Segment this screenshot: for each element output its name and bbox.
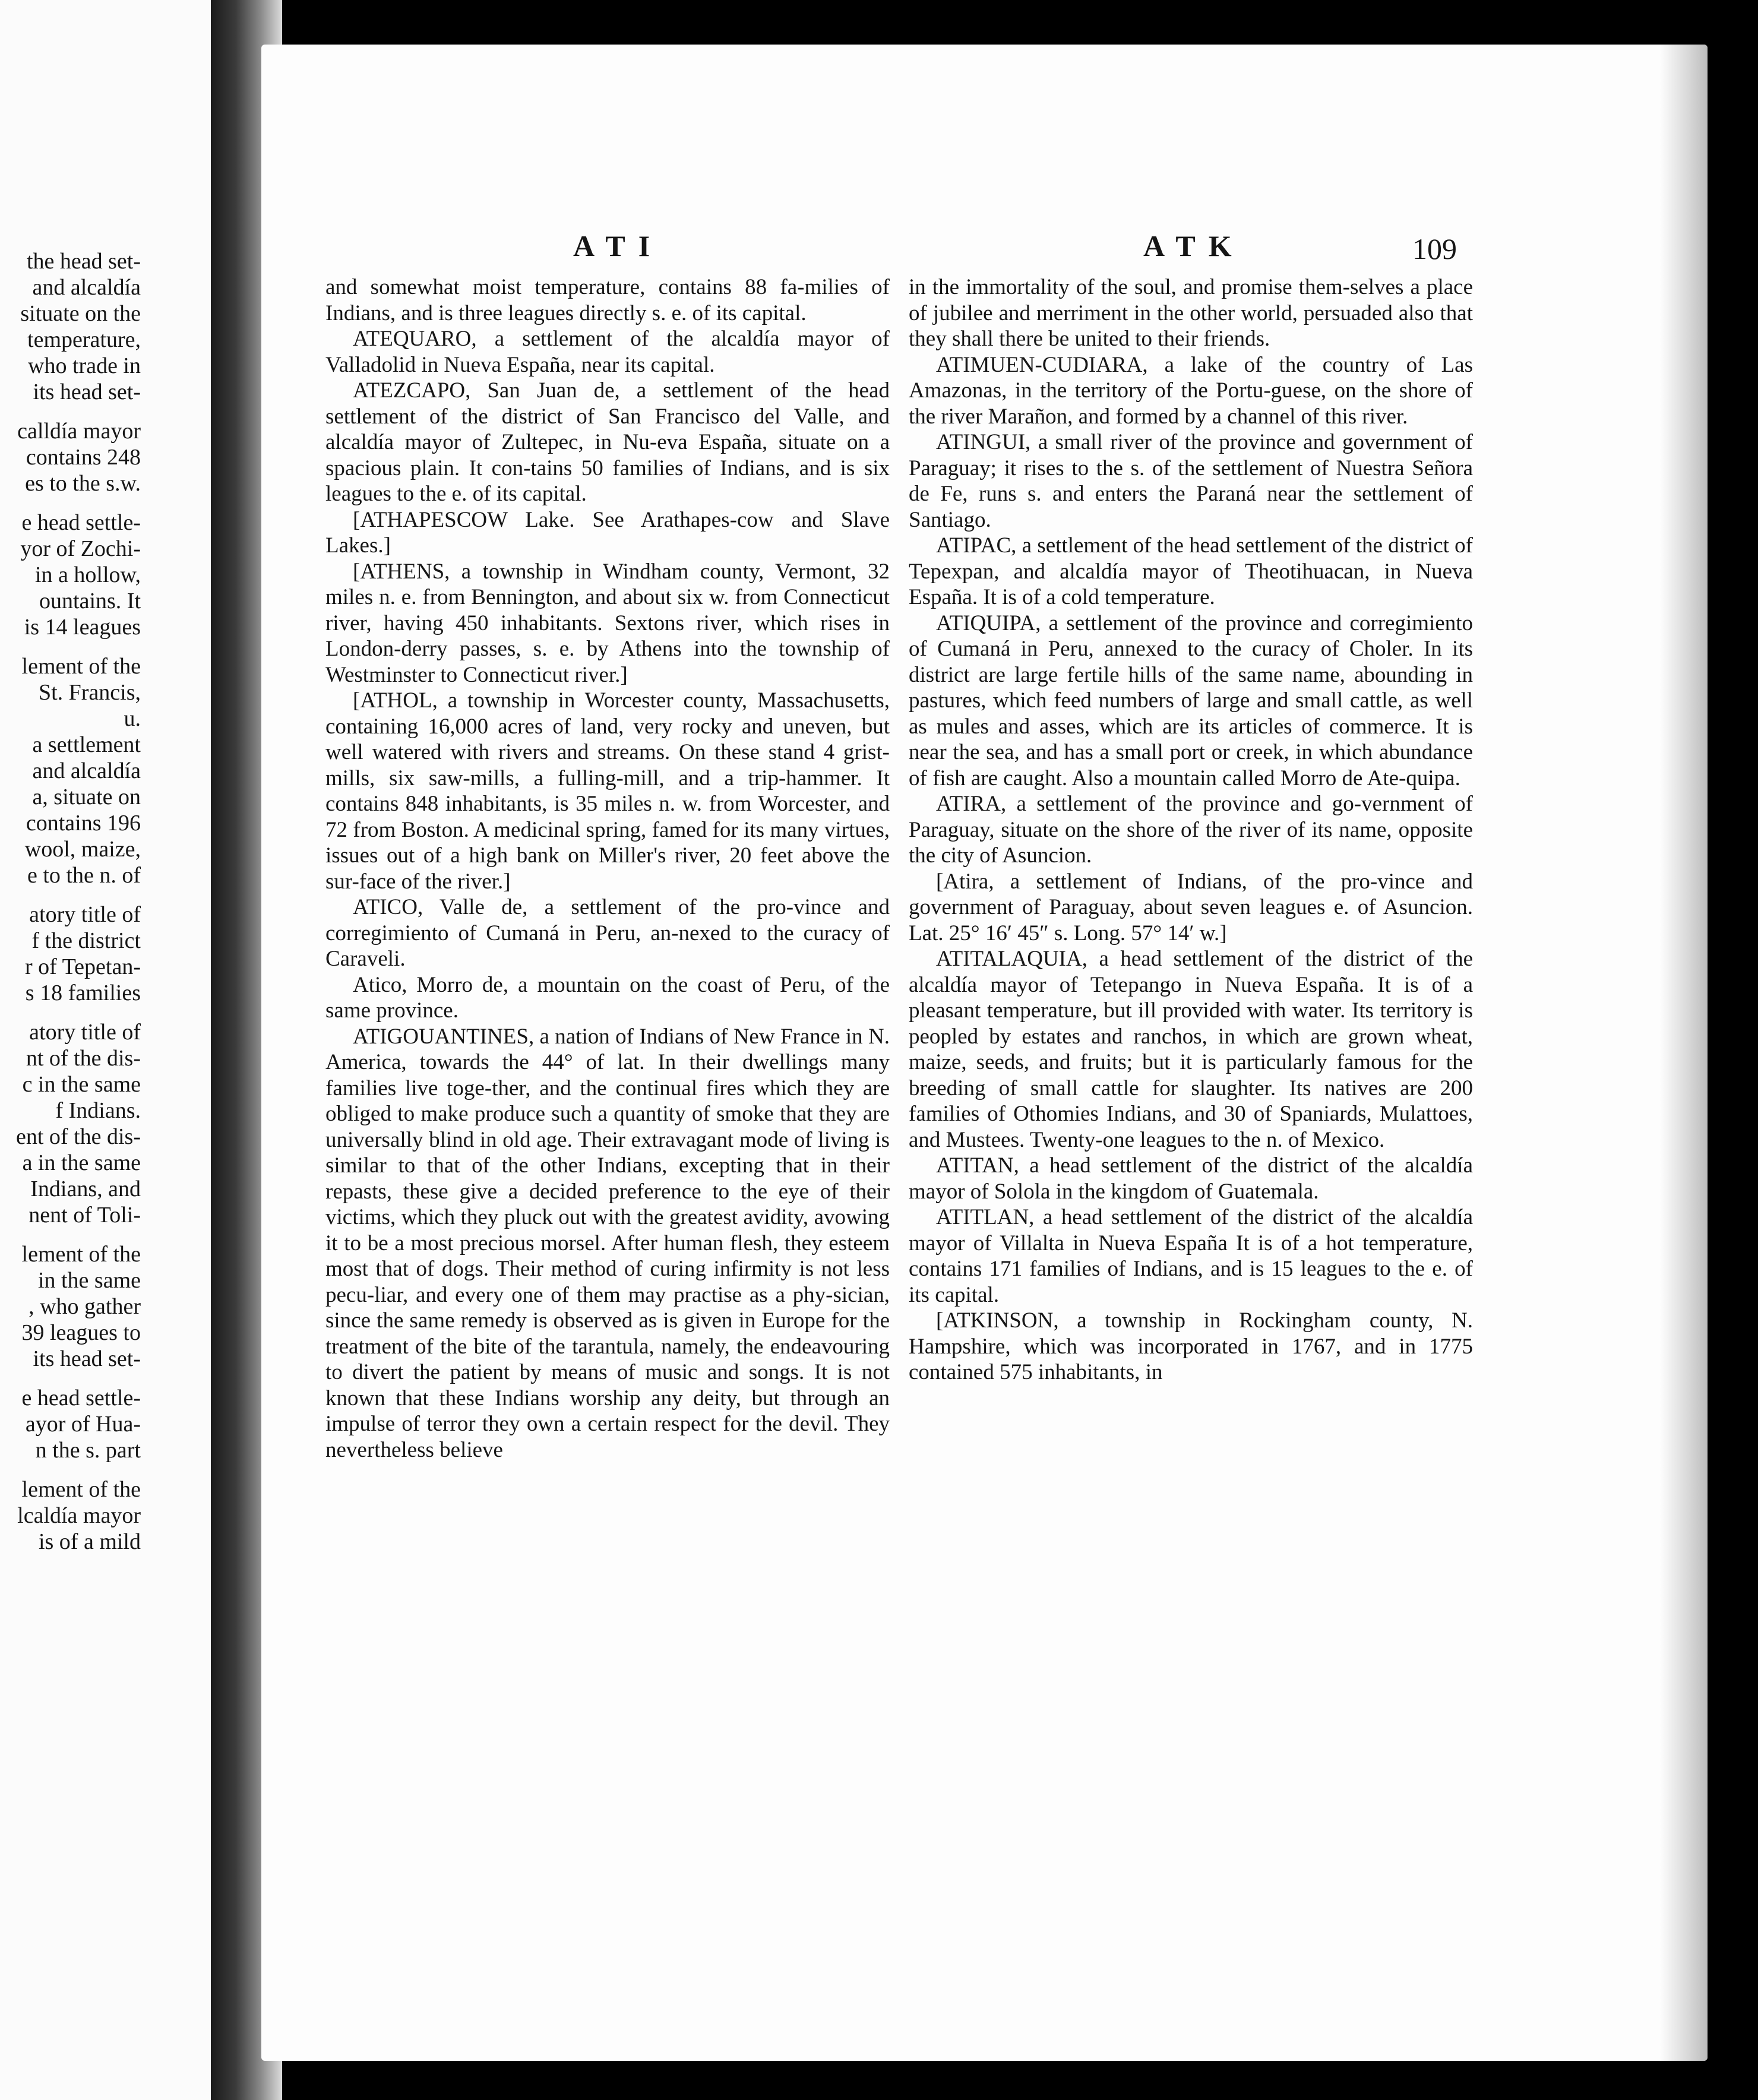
facing-page-text-line: and alcaldía <box>32 275 141 300</box>
page-edge-shadow <box>1660 45 1708 2061</box>
facing-page-text-line: nt of the dis- <box>26 1046 141 1071</box>
facing-page-text-line: calldía mayor <box>17 419 141 444</box>
entry-paragraph: ATIPAC, a settlement of the head settlement of the district of Tepexpan, and alcaldía mayor of Theotihuacan, in Nueva España. It is of a cold temperature. <box>909 533 1473 609</box>
facing-page-text-line: e to the n. of <box>27 863 141 888</box>
entry-paragraph: in the immortality of the soul, and promise them-selves a place of jubilee and merriment in the other world, persuaded also that they shall there be united to their friends. <box>909 275 1473 351</box>
facing-page-text-line: is 14 leagues <box>24 615 141 640</box>
facing-page-text-line: contains 248 <box>26 445 141 470</box>
facing-page-text-line: a, situate on <box>32 785 141 809</box>
facing-page-text-line: ayor of Hua- <box>25 1412 141 1437</box>
facing-page-text-line: f the district <box>31 928 141 953</box>
facing-page-text-line: the head set- <box>26 249 141 274</box>
facing-page-text-line: its head set- <box>33 379 141 404</box>
text-column-left <box>325 274 890 1463</box>
entry-paragraph: ATIRA, a settlement of the province and go-vernment of Paraguay, situate on the shore of the river of its name, opposite the city of Asuncion. <box>909 792 1473 868</box>
entry-paragraph: Atico, Morro de, a mountain on the coast of Peru, of the same province. <box>325 972 890 1023</box>
facing-page-text-line: its head set- <box>33 1346 141 1371</box>
facing-page-text-line: es to the s.w. <box>25 471 141 496</box>
facing-page-text-line: 39 leagues to <box>21 1320 141 1345</box>
facing-page-text-line: lement of the <box>21 1242 141 1267</box>
entry-paragraph: ATIMUEN-CUDIARA, a lake of the country of Las Amazonas, in the territory of the Portu-guese, on the shore of the river Marañon, and formed by a channel of this river. <box>909 352 1473 429</box>
facing-page-text-line: lement of the <box>21 1477 141 1502</box>
entry-paragraph: ATINGUI, a small river of the province and government of Paraguay; it rises to the s. of the settlement of Nuestra Señora de Fe, runs s. and enters the Paraná near the settlement of Santiago. <box>909 430 1473 532</box>
facing-page-text-line: is of a mild <box>38 1529 141 1554</box>
facing-page-text-line: who trade in <box>28 353 141 378</box>
entry-paragraph: ATITALAQUIA, a head settlement of the district of the alcaldía mayor of Tetepango in Nueva España. It is of a pleasant temperature, but ill provided with water. Its territory is peopled by estates and ranchos, in which are grown wheat, maize, seeds, and fruits; but it is particularly famous for the breeding of small cattle for slaughter. Its natives are 200 families of Othomies Indians, and 30 of Spaniards, Mulattoes, and Mustees. Twenty-one leagues to the n. of Mexico. <box>909 947 1473 1152</box>
facing-page-text-line: wool, maize, <box>24 837 141 862</box>
facing-page-text-line: f Indians. <box>55 1098 141 1123</box>
facing-page-text-line: Indians, and <box>30 1176 141 1201</box>
facing-page-text-line: situate on the <box>20 301 141 326</box>
entry-paragraph: [ATHAPESCOW Lake. See Arathapes-cow and Slave Lakes.] <box>325 507 890 558</box>
facing-page-text-line: ent of the dis- <box>15 1124 141 1149</box>
facing-page-text-line: a settlement <box>32 732 141 757</box>
facing-page-text-line: temperature, <box>27 327 141 352</box>
entry-paragraph: [ATKINSON, a township in Rockingham county, N. Hampshire, which was incorporated in 1767, and in 1775 contained 575 inhabitants, in <box>909 1308 1473 1384</box>
facing-page-fragment <box>0 0 211 2100</box>
facing-page-text-line: , who gather <box>29 1294 141 1319</box>
running-head-left: ATI <box>573 229 663 262</box>
entry-paragraph: ATITLAN, a head settlement of the district of the alcaldía mayor of Villalta in Nueva España It is of a hot temperature, contains 171 families of Indians, and is 15 leagues to the e. of its capital. <box>909 1205 1473 1307</box>
facing-page-text-line: in the same <box>37 1268 141 1293</box>
facing-page-text-line: nent of Toli- <box>29 1203 141 1228</box>
facing-page-text-line: and alcaldía <box>32 758 141 783</box>
facing-page-text-line: lcaldía mayor <box>17 1503 141 1528</box>
facing-page-text-line: lement of the <box>21 654 141 679</box>
facing-page-text-line: e head settle- <box>21 510 141 535</box>
text-column-right <box>909 274 1473 1386</box>
facing-page-text-line: a in the same <box>22 1150 141 1175</box>
entry-paragraph: [ATHENS, a township in Windham county, Vermont, 32 miles n. e. from Bennington, and about six w. from Connecticut river, having 450 inhabitants. Sextons river, which rises in London-derry passes, s. e. by Athens into the township of Westminster to Connecticut river.] <box>325 559 890 687</box>
facing-page-text-line: s 18 families <box>25 981 141 1005</box>
entry-paragraph: ATEQUARO, a settlement of the alcaldía mayor of Valladolid in Nueva España, near its capital. <box>325 327 890 377</box>
facing-page-text-line: atory title of <box>29 902 141 927</box>
page-number: 109 <box>1412 232 1457 265</box>
facing-page-text-line: ountains. It <box>39 589 141 613</box>
entry-paragraph: [Atira, a settlement of Indians, of the pro-vince and government of Paraguay, about seven leagues e. of Asuncion. Lat. 25° 16′ 45″ s. Long. 57° 14′ w.] <box>909 869 1473 945</box>
facing-page-text-line: r of Tepetan- <box>25 954 141 979</box>
facing-page-text-line: yor of Zochi- <box>20 536 141 561</box>
entry-paragraph: and somewhat moist temperature, contains 88 fa-milies of Indians, and is three leagues directly s. e. of its capital. <box>325 275 890 325</box>
facing-page-text-line: contains 196 <box>26 811 141 836</box>
facing-page-text-line: atory title of <box>29 1020 141 1045</box>
entry-paragraph: ATIGOUANTINES, a nation of Indians of New France in N. America, towards the 44° of lat. In their dwellings many families live toge-ther, and the continual fires which they are obliged to make produce such a quantity of smoke that they are universally blind in old age. Their extravagant mode of living is similar to that of the other Indians, excepting that in their repasts, these give a decided preference to the eye of their victims, which they pluck out with the greatest avidity, avowing it to be a most precious morsel. After human flesh, they esteem most that of dogs. Their method of curing infirmity is not less pecu-liar, and every one of them may practise as a phy-sician, since the same remedy is observed as is given in Europe for the treatment of the bite of the tarantula, namely, the endeavouring to divert the patient by means of music and songs. It is not known that these Indians worship any deity, but through an impulse of terror they own a certain respect for the devil. They nevertheless believe <box>325 1024 890 1462</box>
entry-paragraph: ATIQUIPA, a settlement of the province and corregimiento of Cumaná in Peru, annexed to the curacy of Choler. In its district are large fertile hills of the same name, abounding in pastures, which feed numbers of large and small cattle, as well as mules and asses, which are its articles of commerce. It is near the sea, and has a small port or creek, in which abundance of fish are caught. Also a mountain called Morro de Ate-quipa. <box>909 611 1473 790</box>
entry-paragraph: ATEZCAPO, San Juan de, a settlement of the head settlement of the district of San Francisco del Valle, and alcaldía mayor of Zultepec, in Nu-eva España, situate on a spacious plain. It con-tains 50 families of Indians, and is six leagues to the e. of its capital. <box>325 378 890 506</box>
facing-page-text-line: St. Francis, <box>38 680 141 705</box>
facing-page-text-line: u. <box>124 706 141 731</box>
facing-page-text-line: n the s. part <box>35 1438 141 1463</box>
entry-paragraph: ATICO, Valle de, a settlement of the pro-vince and corregimiento of Cumaná in Peru, an-nexed to the curacy of Caraveli. <box>325 895 890 971</box>
facing-page-text-line: in a hollow, <box>34 562 141 587</box>
entry-paragraph: [ATHOL, a township in Worcester county, Massachusetts, containing 16,000 acres of land, very rocky and uneven, but well watered with rivers and streams. On these stand 4 grist-mills, six saw-mills, a fulling-mill, and a trip-hammer. It contains 848 inhabitants, is 35 miles n. w. from Worcester, and 72 from Boston. A medicinal spring, famed for its many virtues, issues out of a high bank on Miller's river, 20 feet above the sur-face of the river.] <box>325 688 890 894</box>
entry-paragraph: ATITAN, a head settlement of the district of the alcaldía mayor of Solola in the kingdom of Guatemala. <box>909 1153 1473 1204</box>
facing-page-text-line: e head settle- <box>21 1386 141 1410</box>
facing-page-text-line: c in the same <box>22 1072 141 1097</box>
running-head-right: ATK <box>1143 229 1245 262</box>
